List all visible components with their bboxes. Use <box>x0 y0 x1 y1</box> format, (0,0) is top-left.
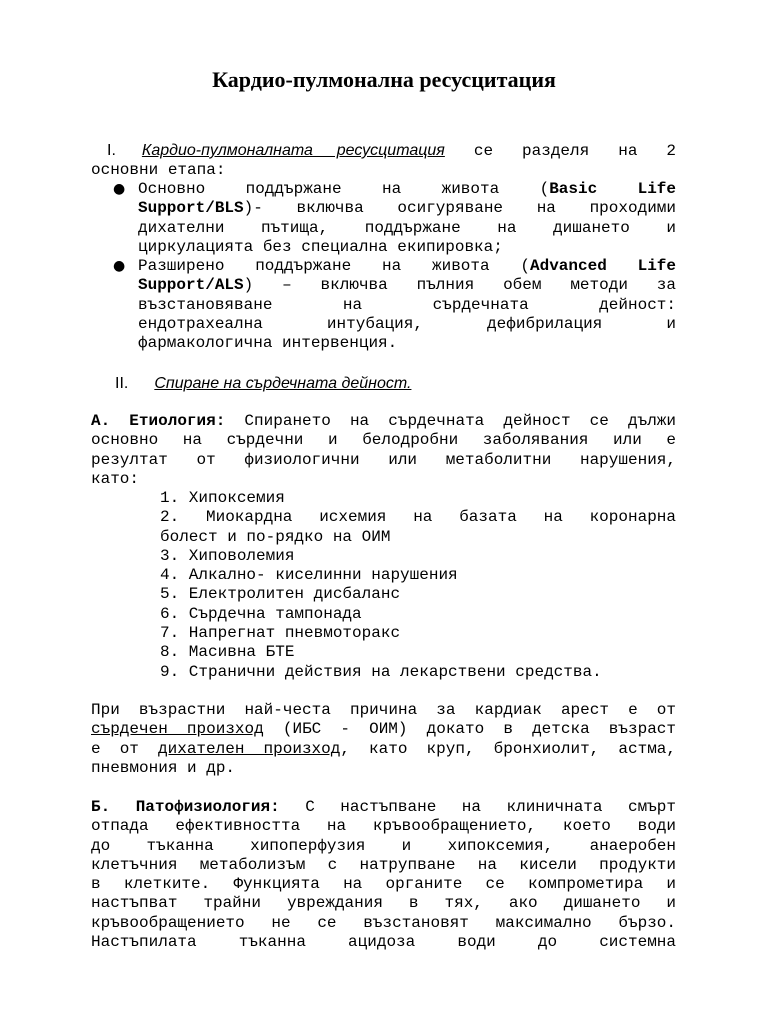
list-item-als: ● Разширено поддържане на живота (Advanced Life Support/ALS) – включва пълния обем методи за възстановяване на сърдечната дейност: ендотрахеална интубация, дефибрилация и фармакологична интервенция. <box>113 257 677 353</box>
list-item: 7. Напрегнат пневмоторакс <box>160 624 401 643</box>
section-2-numeral: II. <box>115 375 129 392</box>
list-item: 2. Миокардна исхемия на базата на коронарна <box>160 508 676 527</box>
list-item: 3. Хиповолемия <box>160 546 295 565</box>
list-item: 6. Сърдечна тампонада <box>160 604 362 623</box>
list-item: 8. Масивна БТЕ <box>160 643 295 662</box>
bullet-icon: ● <box>113 258 126 275</box>
etiology-paragraph: А. Етиология: Спирането на сърдечната дейност се дължи основно на сърдечни и белодробни заболявания или е резултат от физиологични или метаболитни нарушения, като: <box>91 412 676 488</box>
list-item: 4. Алкално- киселинни нарушения <box>160 566 458 585</box>
section-1-numeral: I. <box>107 142 116 159</box>
respiratory-origin-text: дихателен произход <box>158 739 341 758</box>
etiology-label: А. Етиология: <box>91 412 226 430</box>
section-1-heading-line-2: основни етапа: <box>91 161 226 180</box>
section-1-heading-link: Кардио-пулмоналната ресусцитация <box>141 142 445 159</box>
list-item: 5. Електролитен дисбаланс <box>160 585 401 604</box>
section-1-heading-rest: се разделя на 2 <box>473 142 677 160</box>
pathophysiology-label: Б. Патофизиология: <box>91 798 280 816</box>
etiology-list <box>160 489 676 682</box>
list-item-bls: ● Основно поддържане на живота (Basic Life Support/BLS)- включва осигуряване на проходими дихателни пътища, поддържане на дишането и циркулацията без специална екипировка; <box>113 180 677 256</box>
causes-paragraph: При възрастни най-честа причина за кардиак арест е от сърдечен произход (ИБС - ОИМ) докато в детска възраст е от дихателен произход, като круп, бронхиолит, астма, пневмония и др. <box>91 701 677 777</box>
list-item: 1. Хипоксемия <box>160 489 285 507</box>
pathophysiology-paragraph: Б. Патофизиология: С настъпване на клиничната смърт отпада ефективността на кръвообращението, което води до тъканна хипоперфузия и хипоксемия, анаеробен клетъчния метаболизъм с натрупване на кисели продукти в клетките. Функцията на органите се компрометира и настъпват трайни увреждания в тях, ако дишането и кръвообращението не се възстановят максимално бързо. Настъпилата тъканна ацидоза води до системна <box>91 798 676 952</box>
list-item: 9. Странични действия на лекарствени средства. <box>160 662 602 681</box>
cardiac-origin-text: сърдечен произход <box>91 720 264 739</box>
bls-als-list <box>91 180 676 354</box>
section-1-heading <box>91 141 676 181</box>
list-item-continuation: болест и по-рядко на ОИМ <box>160 527 391 546</box>
document-title: Кардио-пулмонална ресусцитация <box>212 67 556 92</box>
bullet-icon: ● <box>113 181 126 197</box>
section-1-heading-line-1 <box>91 141 676 161</box>
section-2-heading <box>91 375 676 393</box>
section-2-heading-text: Спиране на сърдечната дейност. <box>154 375 412 392</box>
